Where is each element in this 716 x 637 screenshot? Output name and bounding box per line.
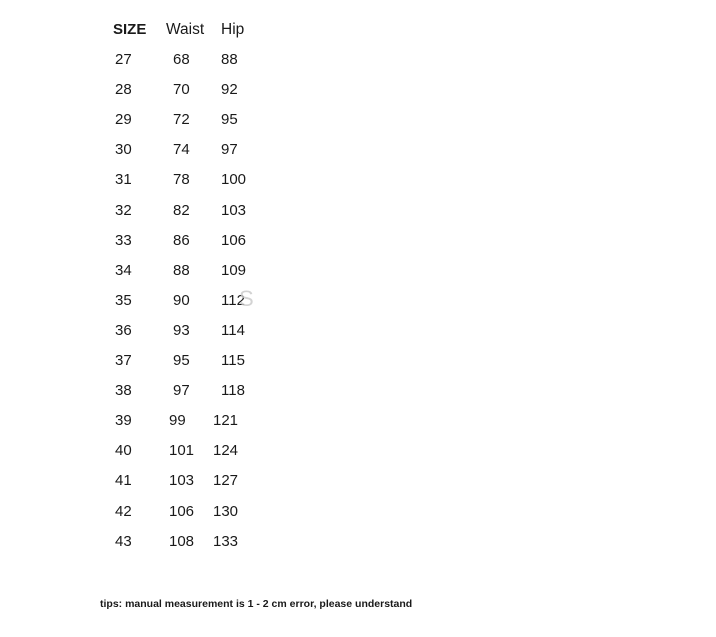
cell-size: 32 — [115, 201, 132, 219]
cell-size: 36 — [115, 321, 132, 339]
cell-size: 38 — [115, 382, 132, 400]
cell-size: 41 — [115, 472, 132, 490]
cell-waist: 82 — [173, 201, 190, 219]
cell-hip: 95 — [221, 111, 238, 129]
cell-size: 37 — [115, 352, 132, 369]
cell-hip: 97 — [221, 141, 238, 159]
cell-waist: 99 — [169, 412, 186, 430]
cell-hip: 121 — [213, 412, 239, 430]
cell-hip: 92 — [221, 81, 238, 99]
cell-waist: 72 — [173, 111, 190, 129]
cell-waist: 70 — [173, 81, 190, 99]
cell-size: 35 — [115, 291, 132, 309]
cell-size: 42 — [115, 502, 132, 520]
cell-waist: 97 — [173, 382, 190, 400]
cell-waist: 93 — [173, 321, 190, 339]
cell-hip: 109 — [221, 261, 247, 279]
cell-size: 30 — [115, 141, 132, 159]
table-row — [105, 256, 265, 286]
table-row — [105, 497, 265, 527]
cell-waist: 95 — [173, 352, 190, 369]
watermark-letter: S — [239, 286, 254, 311]
cell-size: 31 — [115, 171, 132, 189]
table-row — [105, 527, 265, 557]
cell-hip: 88 — [221, 51, 238, 68]
cell-hip: 124 — [213, 442, 239, 460]
table-row — [105, 226, 265, 256]
cell-waist: 103 — [169, 472, 195, 490]
cell-size: 39 — [115, 412, 132, 430]
header-size: SIZE — [113, 21, 147, 38]
cell-waist: 74 — [173, 141, 190, 159]
cell-hip: 114 — [221, 321, 245, 339]
cell-size: 33 — [115, 231, 132, 249]
table-row — [105, 105, 265, 135]
size-chart-table — [105, 15, 260, 555]
cell-waist: 106 — [169, 502, 195, 520]
table-row — [105, 45, 265, 75]
table-row — [105, 406, 265, 436]
cell-hip: 106 — [221, 231, 247, 249]
cell-waist: 88 — [173, 261, 190, 279]
cell-waist: 108 — [169, 532, 195, 550]
header-waist: Waist — [166, 21, 205, 38]
cell-size: 34 — [115, 261, 132, 279]
table-header-row — [105, 15, 265, 45]
table-row — [105, 436, 265, 466]
cell-waist: 90 — [173, 291, 190, 309]
tips-note: tips: manual measurement is 1 - 2 cm error, please understand — [100, 598, 413, 610]
cell-waist: 101 — [169, 442, 195, 460]
cell-size: 28 — [115, 81, 132, 99]
cell-size: 43 — [115, 532, 132, 550]
cell-waist: 86 — [173, 231, 190, 249]
table-row — [105, 196, 265, 226]
cell-hip: 115 — [221, 352, 245, 369]
cell-hip: 130 — [213, 502, 239, 520]
cell-hip: 133 — [213, 532, 239, 550]
cell-waist: 78 — [173, 171, 190, 189]
table-row — [105, 466, 265, 496]
cell-size: 40 — [115, 442, 132, 460]
table-row — [105, 376, 265, 406]
cell-hip: 100 — [221, 171, 247, 189]
cell-hip: 103 — [221, 201, 247, 219]
table-row — [105, 346, 265, 376]
cell-size: 29 — [115, 111, 132, 129]
table-row — [105, 135, 265, 165]
cell-waist: 68 — [173, 51, 190, 68]
table-row — [105, 165, 265, 195]
cell-hip: 118 — [221, 382, 245, 400]
cell-hip: 112 — [221, 291, 245, 309]
header-hip: Hip — [221, 21, 245, 38]
cell-size: 27 — [115, 51, 132, 68]
table-row — [105, 316, 265, 346]
cell-hip: 127 — [213, 472, 239, 490]
table-row — [105, 75, 265, 105]
